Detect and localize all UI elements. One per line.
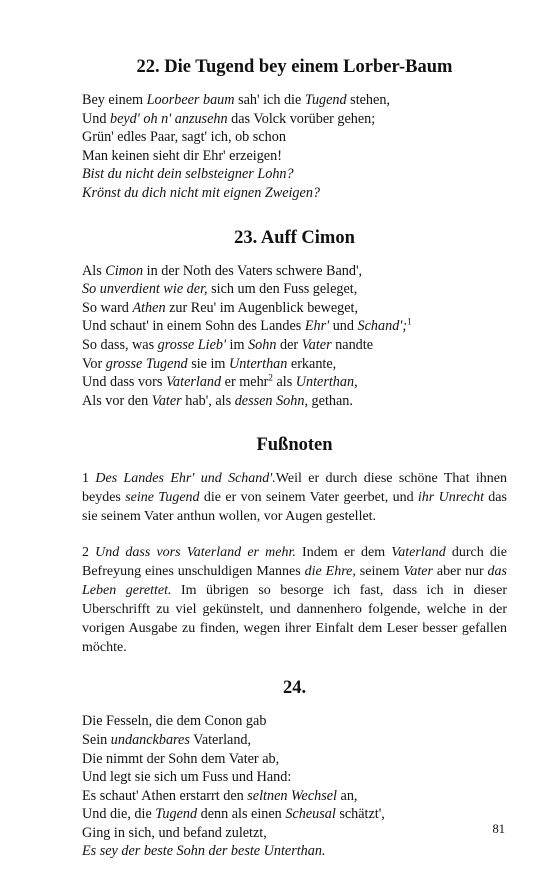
text-run: Und [82,110,110,127]
text-run: Als vor den [82,392,152,409]
text-run: und [329,318,358,335]
verse-line [82,355,507,374]
verse-line [82,712,507,731]
verse-line [82,824,507,843]
text-run: Cimon [105,262,144,279]
page-number: 81 [492,822,505,836]
footnote [82,469,507,526]
section-22 [82,56,507,203]
text-run: Krönst du dich nicht mit eignen Zweigen? [82,184,321,201]
text-run: Unterthan, [295,374,358,391]
poem [82,91,507,203]
text-run: undanckbares [110,731,190,748]
text-run: die er von seinem Vater geerbet, und [199,490,418,506]
text-run: denn als einen [197,806,286,823]
text-run: Die nimmt der Sohn dem Vater ab, [82,750,280,767]
text-run: beyd' oh n' anzusehn [109,110,228,127]
text-run: Vater [301,336,332,353]
footnotes-section [82,434,507,657]
verse-line [82,336,507,355]
text-run: gethan. [308,392,353,409]
verse-line [82,184,507,203]
text-run: grosse Lieb' [157,336,226,353]
text-run: Und legt sie sich um Fuss und Hand: [82,769,292,786]
verse-line [82,262,507,281]
text-run: das Volck vorüber gehen; [227,110,376,127]
verse-line [82,731,507,750]
text-run: Vater [403,564,433,580]
verse-line [82,110,507,129]
text-run: seltnen Wechsel [247,787,337,804]
text-run: Vor [82,355,106,372]
text-run: Vaterland, [189,731,252,748]
text-run: im [226,336,249,353]
text-run: Vater [151,392,182,409]
verse-line [82,128,507,147]
text-run: Grün' edles Paar, sagt' ich, ob schon [82,129,286,146]
footnote-ref: 1 [407,316,412,327]
poem [82,712,507,861]
text-run: Im übrigen so besorge ich fast, dass ich in dieser Uberschrifft zu viel gekünstelt, und dannenhero folgende, welche in der vorigen Ausgabe zu finden, wegen ihrer Einfalt dem Leser besser gefallen möchte. [82,583,507,656]
text-run: sie im [187,355,230,372]
text-run: aber nur [432,564,488,580]
text-run: sich um den Fuss geleget, [207,281,358,298]
poem [82,262,507,411]
text-run: Scheusal [285,806,336,823]
text-run: Tugend [155,806,198,823]
text-run: Bist du nicht dein selbsteigner Lohn? [82,166,294,183]
text-run: grosse Tugend [105,355,188,372]
text-run: Und schaut' in einem Sohn des Landes [82,318,305,335]
text-run: 1 [82,471,96,487]
verse-line [82,147,507,166]
footnote-ref: 2 [268,372,273,383]
text-run: als [272,374,296,391]
text-run: Und dass vors [82,374,166,391]
section-title: 23. Auff Cimon [234,227,355,248]
text-run: sah' ich die [234,92,305,108]
text-run: Es sey der beste Sohn der beste Unterthan. [82,843,326,860]
text-run: Ehr' [304,318,330,335]
page-content [82,56,507,885]
text-run: Man keinen sieht dir Ehr' erzeigen! [82,147,282,164]
text-run: zur Reu' im Augenblick beweget, [165,299,359,316]
verse-line [82,165,507,184]
text-run: Weil er durch diese schöne That ihnen beydes [82,471,507,506]
text-run: Als [82,262,106,279]
text-run: 2 [82,545,96,561]
text-run: Unterthan [229,355,288,372]
text-run: Und die, die [82,806,156,823]
section-23 [82,227,507,411]
text-run: hab', als [181,392,235,409]
text-run: Sein [82,731,111,748]
verse-line [82,787,507,806]
text-run: Vaterland [165,374,222,391]
verse-line [82,750,507,769]
section-title: 24. [282,678,307,699]
text-run: Vaterland [391,545,446,561]
footnotes-list [82,469,507,657]
verse-line [82,280,507,299]
text-run: So ward [82,299,133,316]
footnotes-title: Fußnoten [256,435,333,456]
verse-line [82,317,507,336]
verse-line [82,392,507,411]
verse-line [82,768,507,787]
text-run: der [276,336,302,353]
text-run: in der Noth des Vaters schwere Band', [143,262,363,279]
text-run: dessen Sohn, [234,392,308,409]
text-run: Bey einem [82,92,147,108]
verse-line [82,842,507,861]
text-run: Ging in sich, und befand zuletzt, [82,824,267,841]
verse-line [82,373,507,392]
text-run: Schand'; [357,318,408,335]
text-run: Und dass vors Vaterland er mehr. [95,545,296,561]
footnote [82,543,507,657]
text-run: ihr Unrecht [417,490,484,506]
text-run: Es schaut' Athen erstarrt den [82,787,248,804]
text-run: seinem [355,564,404,580]
text-run: Indem er dem [295,545,392,561]
text-run: schätzt', [335,806,385,823]
section-24 [82,677,507,861]
text-run: das Leben gerettet. [82,564,507,599]
section-title: 22. Die Tugend bey einem Lorber-Baum [136,57,453,77]
text-run: er mehr [221,374,269,391]
text-run: erkante, [287,355,337,372]
text-run: Tugend [304,92,347,108]
text-run: Sohn [248,336,277,353]
text-run: So unverdient wie der, [82,281,208,298]
text-run: Des Landes Ehr' und Schand'. [95,471,276,487]
text-run: Die Fesseln, die dem Conon gab [82,713,267,730]
text-run: Loorbeer baum [146,92,235,108]
text-run: So dass, was [82,336,158,353]
text-run: stehen, [346,92,390,108]
text-run: das sie seinem Vater anthun wollen, vor Augen gestellet. [82,490,507,525]
verse-line [82,805,507,824]
verse-line [82,91,507,110]
text-run: nandte [331,336,373,353]
verse-line [82,299,507,318]
text-run: seine Tugend [125,490,200,506]
text-run: die Ehre, [304,564,356,580]
text-run: durch die Befreyung eines unschuldigen Mannes [82,545,507,580]
text-run: an, [336,787,358,804]
text-run: Athen [132,299,166,316]
